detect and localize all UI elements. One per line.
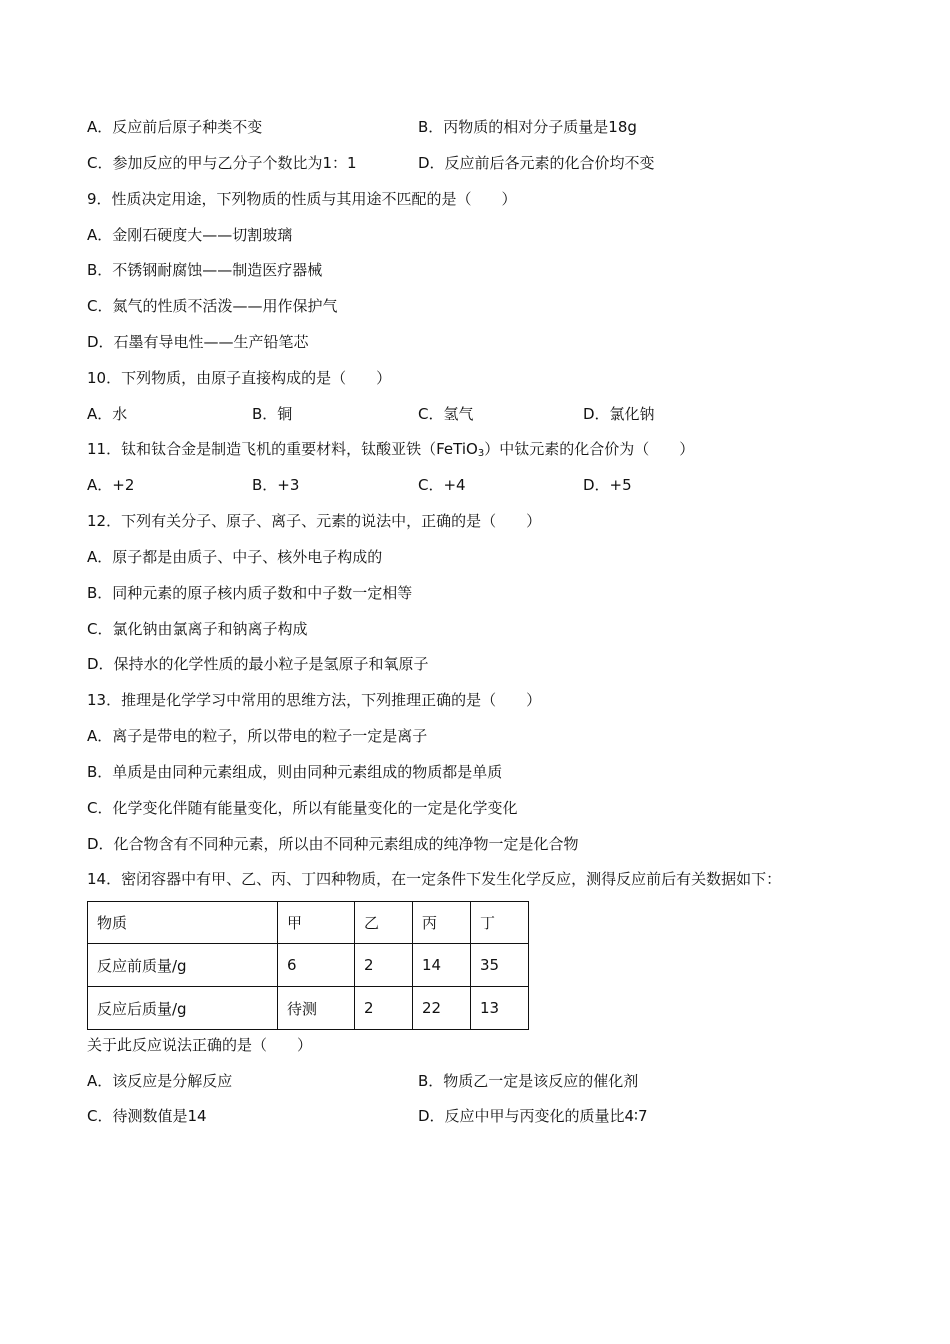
q10-option-d: D．氯化钠 xyxy=(583,405,655,423)
q10-stem: 10．下列物质，由原子直接构成的是（ ） xyxy=(87,369,392,387)
q14-option-b: B．物质乙一定是该反应的催化剂 xyxy=(418,1072,639,1090)
table-header-cell: 乙 xyxy=(355,902,413,944)
q12-stem: 12．下列有关分子、原子、离子、元素的说法中，正确的是（ ） xyxy=(87,512,542,530)
q9-option-c: C．氮气的性质不活泼——用作保护气 xyxy=(87,297,338,315)
q12-option-a: A．原子都是由质子、中子、核外电子构成的 xyxy=(87,548,383,566)
q10-option-a: A．水 xyxy=(87,405,128,423)
q11-option-d: D．+5 xyxy=(583,476,632,494)
table-header-cell: 丙 xyxy=(413,902,471,944)
q9-option-d: D．石墨有导电性——生产铅笔芯 xyxy=(87,333,309,351)
table-cell: 6 xyxy=(278,944,355,987)
q12-option-d: D．保持水的化学性质的最小粒子是氢原子和氧原子 xyxy=(87,655,429,673)
table-header-row xyxy=(88,902,529,944)
table-row xyxy=(88,944,529,987)
q10-option-c: C．氢气 xyxy=(418,405,474,423)
q11-stem-pre: 11．钛和钛合金是制造飞机的重要材料，钛酸亚铁（FeTiO xyxy=(87,440,478,458)
q11-stem xyxy=(87,438,694,460)
q14-option-a: A．该反应是分解反应 xyxy=(87,1072,233,1090)
table-cell: 22 xyxy=(413,987,471,1030)
q11-option-a: A．+2 xyxy=(87,476,135,494)
q13-option-c: C．化学变化伴随有能量变化，所以有能量变化的一定是化学变化 xyxy=(87,799,518,817)
q11-stem-post: ）中钛元素的化合价为（ ） xyxy=(484,440,695,458)
table-header-cell: 甲 xyxy=(278,902,355,944)
q8-option-d: D．反应前后各元素的化合价均不变 xyxy=(418,154,655,172)
q13-option-d: D．化合物含有不同种元素，所以由不同种元素组成的纯净物一定是化合物 xyxy=(87,835,579,853)
q11-stem-subscript: 3 xyxy=(477,448,485,459)
q13-option-a: A．离子是带电的粒子，所以带电的粒子一定是离子 xyxy=(87,727,428,745)
q11-option-c: C．+4 xyxy=(418,476,466,494)
table-header-cell: 物质 xyxy=(88,902,278,944)
table-header-cell: 丁 xyxy=(471,902,529,944)
q11-option-b: B．+3 xyxy=(252,476,300,494)
q8-option-a: A．反应前后原子种类不变 xyxy=(87,118,263,136)
q9-stem: 9．性质决定用途，下列物质的性质与其用途不匹配的是（ ） xyxy=(87,190,517,208)
table-cell: 反应前质量/g xyxy=(88,944,278,987)
q13-option-b: B．单质是由同种元素组成，则由同种元素组成的物质都是单质 xyxy=(87,763,503,781)
q8-option-c: C．参加反应的甲与乙分子个数比为1：1 xyxy=(87,154,357,172)
q14-stem: 14．密闭容器中有甲、乙、丙、丁四种物质，在一定条件下发生化学反应，测得反应前后有关数据如下： xyxy=(87,870,782,888)
q10-option-b: B．铜 xyxy=(252,405,293,423)
q14-data-table xyxy=(87,901,529,1030)
table-row xyxy=(88,987,529,1030)
q8-option-b: B．丙物质的相对分子质量是18g xyxy=(418,118,637,136)
table-cell: 13 xyxy=(471,987,529,1030)
q12-option-b: B．同种元素的原子核内质子数和中子数一定相等 xyxy=(87,584,413,602)
q13-stem: 13．推理是化学学习中常用的思维方法，下列推理正确的是（ ） xyxy=(87,691,542,709)
table-cell: 反应后质量/g xyxy=(88,987,278,1030)
q14-question: 关于此反应说法正确的是（ ） xyxy=(87,1036,313,1054)
table-cell: 2 xyxy=(355,944,413,987)
q9-option-a: A．金刚石硬度大——切割玻璃 xyxy=(87,226,293,244)
q12-option-c: C．氯化钠由氯离子和钠离子构成 xyxy=(87,620,308,638)
table-cell: 待测 xyxy=(278,987,355,1030)
table-cell: 14 xyxy=(413,944,471,987)
table-cell: 35 xyxy=(471,944,529,987)
q14-option-d: D．反应中甲与丙变化的质量比4∶7 xyxy=(418,1107,648,1125)
table-cell: 2 xyxy=(355,987,413,1030)
q14-option-c: C．待测数值是14 xyxy=(87,1107,207,1125)
q9-option-b: B．不锈钢耐腐蚀——制造医疗器械 xyxy=(87,261,323,279)
